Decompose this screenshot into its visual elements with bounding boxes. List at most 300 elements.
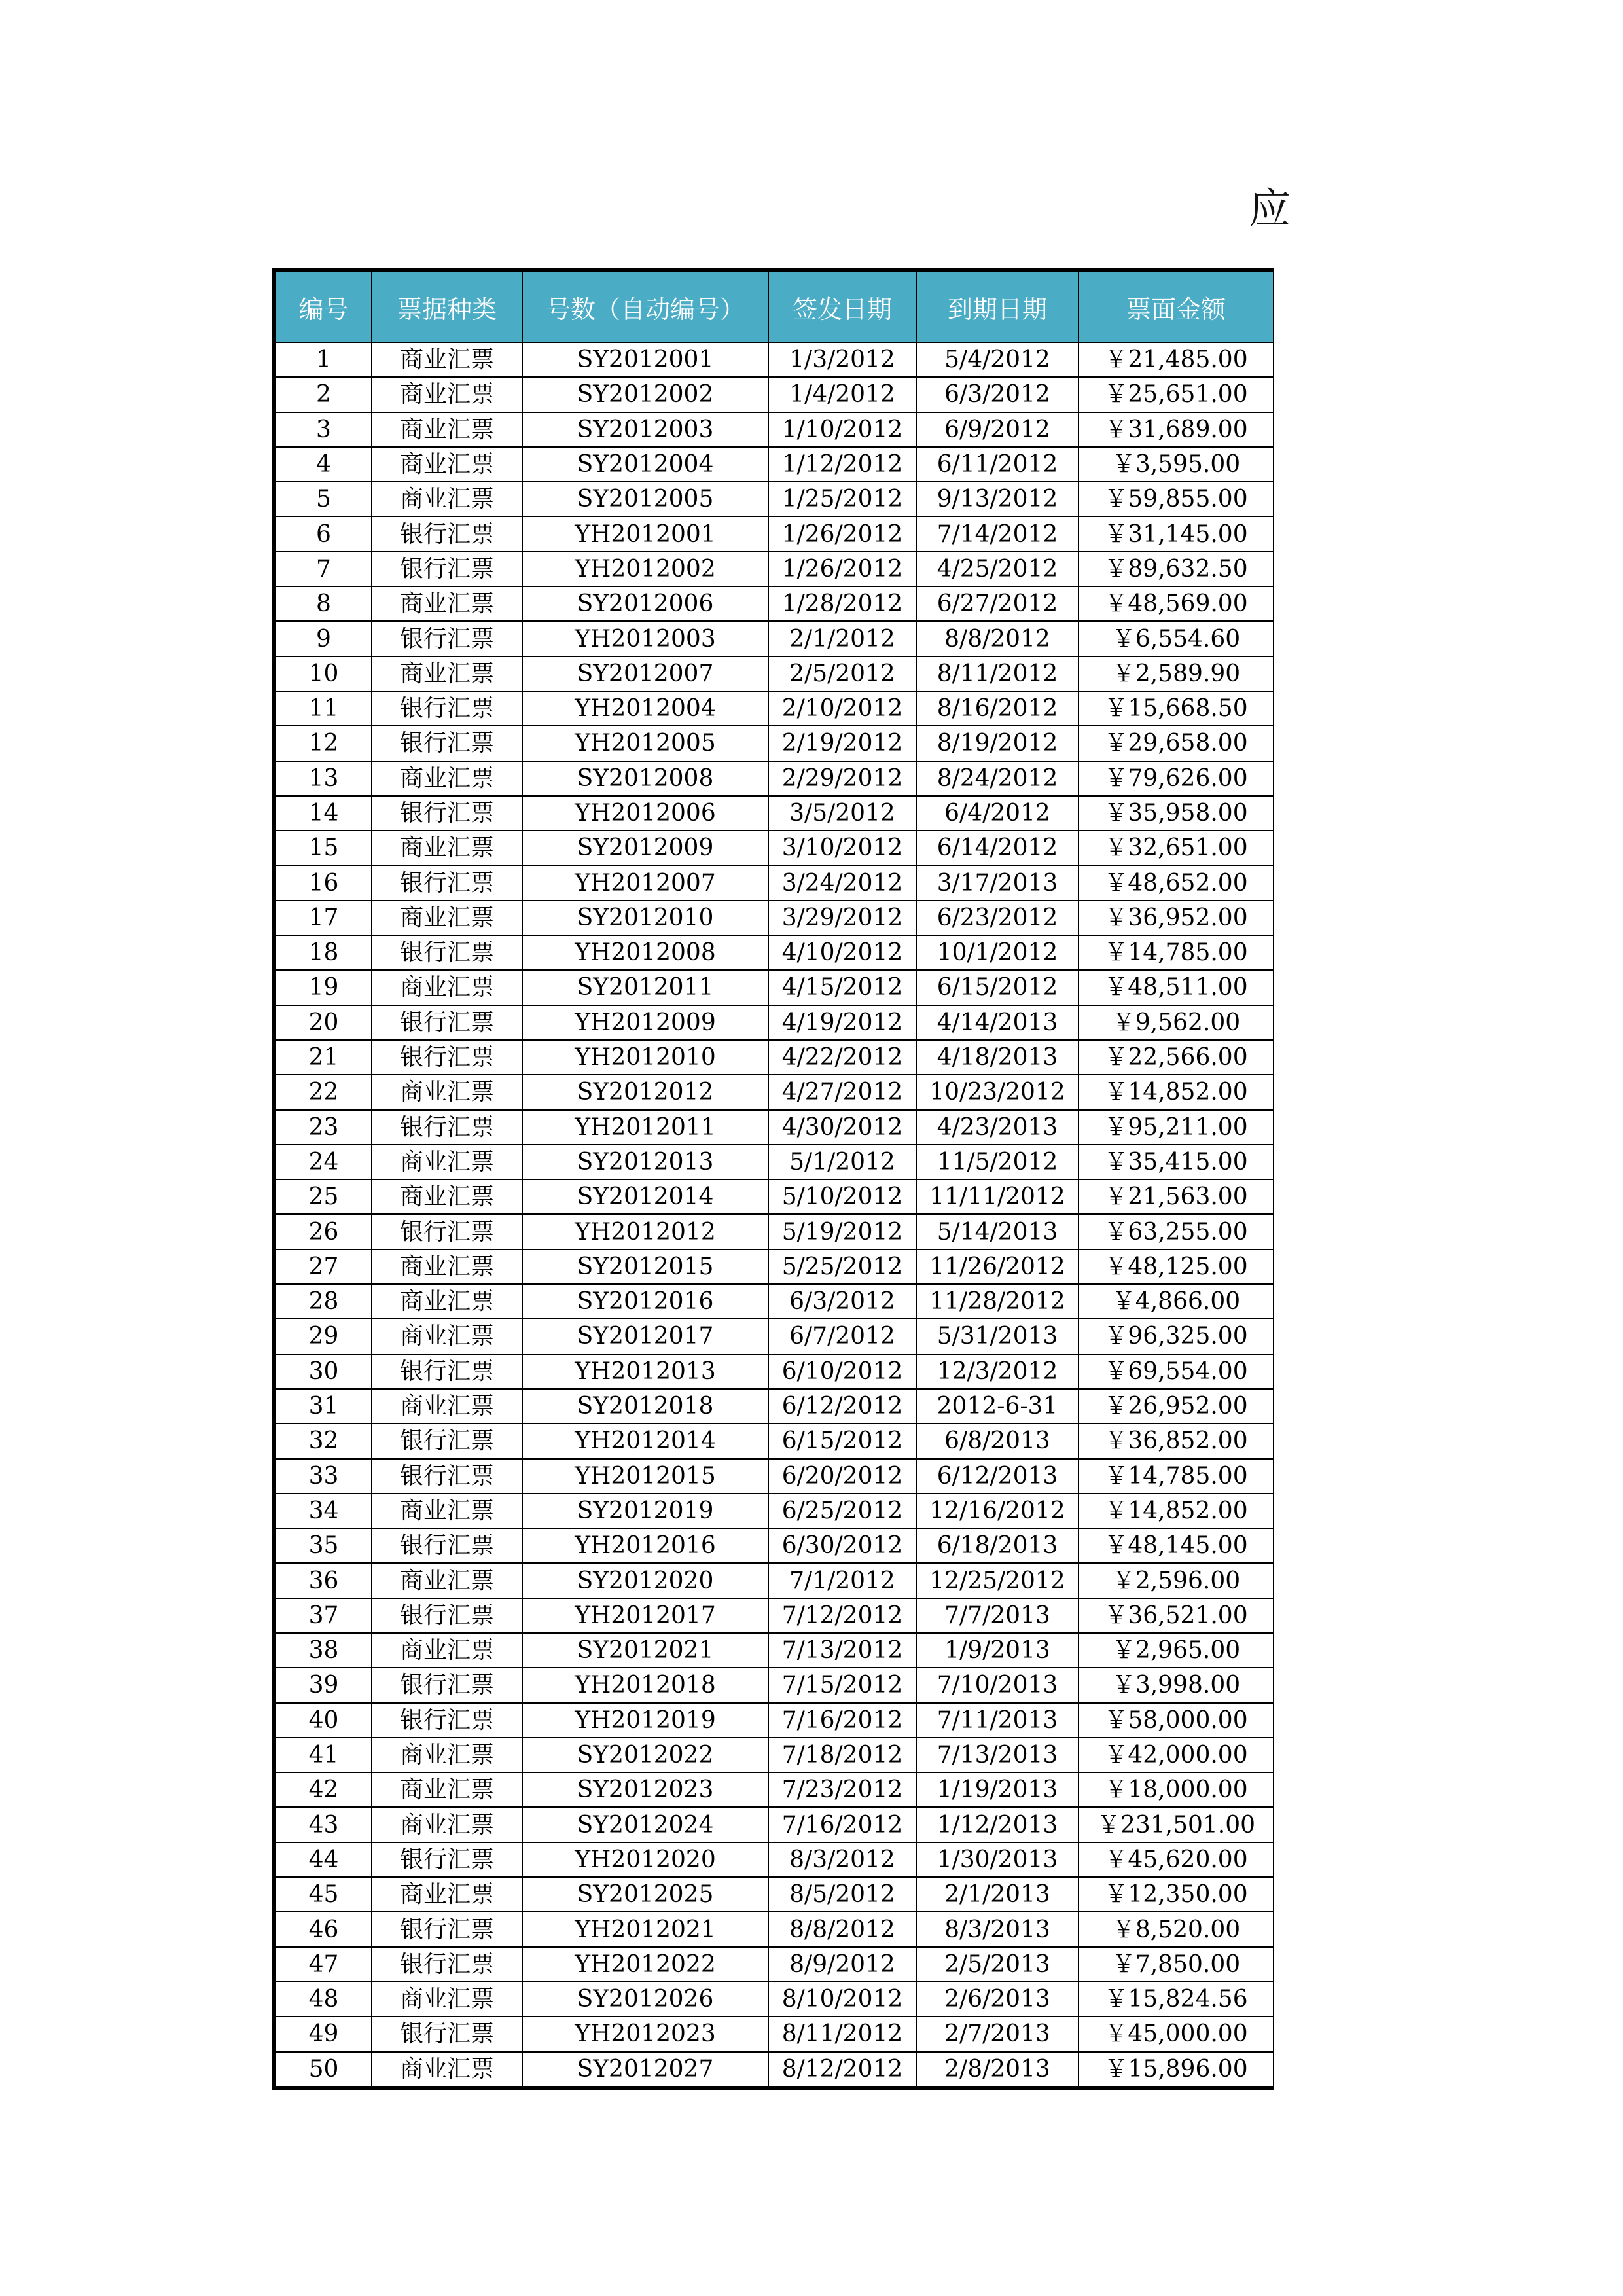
- cell-bill-number: SY2012006: [522, 586, 768, 621]
- table-row: [274, 1284, 1274, 1319]
- cell-id: 42: [274, 1772, 372, 1807]
- cell-id: 44: [274, 1842, 372, 1877]
- cell-bill-type: 银行汇票: [372, 2017, 522, 2051]
- cell-bill-type: 银行汇票: [372, 1598, 522, 1633]
- table-row: [274, 1668, 1274, 1702]
- cell-issue-date: 7/12/2012: [768, 1598, 916, 1633]
- cell-id: 4: [274, 447, 372, 482]
- cell-face-amount: ￥9,562.00: [1079, 1005, 1274, 1040]
- cell-issue-date: 2/1/2012: [768, 621, 916, 656]
- cell-issue-date: 7/18/2012: [768, 1738, 916, 1772]
- cell-issue-date: 8/8/2012: [768, 1912, 916, 1946]
- cell-bill-number: SY2012022: [522, 1738, 768, 1772]
- cell-id: 10: [274, 656, 372, 691]
- cell-bill-type: 商业汇票: [372, 901, 522, 935]
- cell-face-amount: ￥32,651.00: [1079, 831, 1274, 865]
- cell-bill-number: SY2012018: [522, 1389, 768, 1424]
- cell-issue-date: 8/11/2012: [768, 2017, 916, 2051]
- cell-issue-date: 8/5/2012: [768, 1877, 916, 1912]
- cell-face-amount: ￥21,563.00: [1079, 1179, 1274, 1214]
- cell-bill-number: SY2012019: [522, 1494, 768, 1528]
- cell-face-amount: ￥22,566.00: [1079, 1040, 1274, 1075]
- cell-bill-number: SY2012024: [522, 1807, 768, 1842]
- cell-bill-type: 商业汇票: [372, 1807, 522, 1842]
- table-row: [274, 1563, 1274, 1598]
- table-row: [274, 342, 1274, 377]
- cell-face-amount: ￥21,485.00: [1079, 342, 1274, 377]
- cell-bill-number: SY2012021: [522, 1633, 768, 1668]
- cell-due-date: 5/4/2012: [916, 342, 1079, 377]
- table-row: [274, 1040, 1274, 1075]
- cell-id: 17: [274, 901, 372, 935]
- cell-face-amount: ￥14,852.00: [1079, 1075, 1274, 1109]
- table-row: [274, 1110, 1274, 1145]
- table-row: [274, 1598, 1274, 1633]
- cell-face-amount: ￥14,785.00: [1079, 935, 1274, 970]
- table-row: [274, 1494, 1274, 1528]
- table-row: [274, 516, 1274, 551]
- cell-bill-number: SY2012017: [522, 1319, 768, 1354]
- cell-issue-date: 7/13/2012: [768, 1633, 916, 1668]
- cell-issue-date: 6/15/2012: [768, 1424, 916, 1458]
- cell-due-date: 1/9/2013: [916, 1633, 1079, 1668]
- cell-due-date: 7/11/2013: [916, 1703, 1079, 1738]
- cell-bill-number: SY2012008: [522, 761, 768, 796]
- cell-face-amount: ￥4,866.00: [1079, 1284, 1274, 1319]
- table-row: [274, 1179, 1274, 1214]
- table-row: [274, 970, 1274, 1005]
- table-row: [274, 865, 1274, 900]
- cell-id: 18: [274, 935, 372, 970]
- cell-id: 49: [274, 2017, 372, 2051]
- cell-bill-type: 银行汇票: [372, 621, 522, 656]
- cell-face-amount: ￥31,145.00: [1079, 516, 1274, 551]
- cell-bill-type: 商业汇票: [372, 831, 522, 865]
- cell-due-date: 8/16/2012: [916, 691, 1079, 726]
- table-row: [274, 447, 1274, 482]
- cell-id: 26: [274, 1214, 372, 1249]
- cell-bill-number: YH2012023: [522, 2017, 768, 2051]
- cell-bill-type: 银行汇票: [372, 726, 522, 761]
- cell-bill-number: YH2012003: [522, 621, 768, 656]
- cell-bill-type: 商业汇票: [372, 412, 522, 447]
- cell-bill-number: YH2012021: [522, 1912, 768, 1946]
- cell-bill-number: YH2012002: [522, 552, 768, 586]
- cell-bill-number: SY2012027: [522, 2052, 768, 2088]
- cell-face-amount: ￥6,554.60: [1079, 621, 1274, 656]
- cell-due-date: 6/12/2013: [916, 1459, 1079, 1494]
- cell-face-amount: ￥2,965.00: [1079, 1633, 1274, 1668]
- cell-due-date: 6/9/2012: [916, 412, 1079, 447]
- cell-bill-number: YH2012011: [522, 1110, 768, 1145]
- cell-due-date: 11/5/2012: [916, 1145, 1079, 1179]
- cell-bill-number: YH2012022: [522, 1947, 768, 1982]
- cell-bill-type: 商业汇票: [372, 970, 522, 1005]
- cell-due-date: 1/12/2013: [916, 1807, 1079, 1842]
- cell-due-date: 5/31/2013: [916, 1319, 1079, 1354]
- cell-bill-number: YH2012001: [522, 516, 768, 551]
- table-row: [274, 1912, 1274, 1946]
- cell-due-date: 1/19/2013: [916, 1772, 1079, 1807]
- cell-bill-number: SY2012001: [522, 342, 768, 377]
- cell-due-date: 6/14/2012: [916, 831, 1079, 865]
- cell-issue-date: 7/15/2012: [768, 1668, 916, 1702]
- cell-bill-number: YH2012013: [522, 1354, 768, 1389]
- page-title: 应: [1249, 185, 1291, 234]
- cell-issue-date: 8/3/2012: [768, 1842, 916, 1877]
- cell-id: 22: [274, 1075, 372, 1109]
- cell-face-amount: ￥3,998.00: [1079, 1668, 1274, 1702]
- cell-bill-type: 银行汇票: [372, 552, 522, 586]
- cell-issue-date: 8/12/2012: [768, 2052, 916, 2088]
- column-header-id: 编号: [274, 270, 372, 342]
- cell-issue-date: 4/19/2012: [768, 1005, 916, 1040]
- table-row: [274, 1877, 1274, 1912]
- cell-due-date: 6/15/2012: [916, 970, 1079, 1005]
- cell-due-date: 8/3/2013: [916, 1912, 1079, 1946]
- cell-issue-date: 1/26/2012: [768, 552, 916, 586]
- cell-bill-type: 商业汇票: [372, 1563, 522, 1598]
- cell-face-amount: ￥18,000.00: [1079, 1772, 1274, 1807]
- cell-bill-number: SY2012012: [522, 1075, 768, 1109]
- table-row: [274, 1319, 1274, 1354]
- cell-bill-number: YH2012017: [522, 1598, 768, 1633]
- table-row: [274, 1389, 1274, 1424]
- cell-issue-date: 1/4/2012: [768, 377, 916, 412]
- cell-id: 29: [274, 1319, 372, 1354]
- cell-id: 21: [274, 1040, 372, 1075]
- cell-bill-number: SY2012007: [522, 656, 768, 691]
- cell-issue-date: 5/1/2012: [768, 1145, 916, 1179]
- cell-id: 47: [274, 1947, 372, 1982]
- cell-id: 46: [274, 1912, 372, 1946]
- cell-bill-number: YH2012007: [522, 865, 768, 900]
- cell-id: 11: [274, 691, 372, 726]
- cell-due-date: 7/10/2013: [916, 1668, 1079, 1702]
- cell-due-date: 12/25/2012: [916, 1563, 1079, 1598]
- cell-bill-number: YH2012019: [522, 1703, 768, 1738]
- table-row: [274, 761, 1274, 796]
- cell-face-amount: ￥59,855.00: [1079, 482, 1274, 516]
- cell-face-amount: ￥15,824.56: [1079, 1982, 1274, 2017]
- column-header-issue-date: 签发日期: [768, 270, 916, 342]
- column-header-due-date: 到期日期: [916, 270, 1079, 342]
- cell-due-date: 2/8/2013: [916, 2052, 1079, 2088]
- cell-id: 6: [274, 516, 372, 551]
- cell-bill-type: 银行汇票: [372, 1947, 522, 1982]
- cell-id: 23: [274, 1110, 372, 1145]
- cell-id: 43: [274, 1807, 372, 1842]
- cell-id: 14: [274, 796, 372, 831]
- cell-id: 32: [274, 1424, 372, 1458]
- cell-id: 31: [274, 1389, 372, 1424]
- table-row: [274, 377, 1274, 412]
- table-row: [274, 412, 1274, 447]
- cell-id: 28: [274, 1284, 372, 1319]
- table-row: [274, 586, 1274, 621]
- cell-bill-type: 商业汇票: [372, 1494, 522, 1528]
- cell-id: 13: [274, 761, 372, 796]
- cell-bill-type: 商业汇票: [372, 586, 522, 621]
- cell-due-date: 8/11/2012: [916, 656, 1079, 691]
- cell-face-amount: ￥2,589.90: [1079, 656, 1274, 691]
- cell-bill-type: 商业汇票: [372, 1389, 522, 1424]
- cell-face-amount: ￥79,626.00: [1079, 761, 1274, 796]
- cell-due-date: 6/11/2012: [916, 447, 1079, 482]
- cell-id: 16: [274, 865, 372, 900]
- cell-face-amount: ￥26,952.00: [1079, 1389, 1274, 1424]
- cell-bill-type: 商业汇票: [372, 1249, 522, 1284]
- cell-bill-type: 银行汇票: [372, 1354, 522, 1389]
- cell-bill-type: 银行汇票: [372, 1842, 522, 1877]
- cell-due-date: 6/4/2012: [916, 796, 1079, 831]
- cell-bill-type: 商业汇票: [372, 1179, 522, 1214]
- table-row: [274, 1459, 1274, 1494]
- cell-face-amount: ￥48,125.00: [1079, 1249, 1274, 1284]
- cell-issue-date: 6/7/2012: [768, 1319, 916, 1354]
- cell-id: 33: [274, 1459, 372, 1494]
- cell-bill-type: 商业汇票: [372, 1877, 522, 1912]
- table-row: [274, 2052, 1274, 2088]
- cell-bill-number: YH2012004: [522, 691, 768, 726]
- cell-due-date: 6/18/2013: [916, 1528, 1079, 1563]
- cell-face-amount: ￥7,850.00: [1079, 1947, 1274, 1982]
- table-row: [274, 2017, 1274, 2051]
- cell-due-date: 11/28/2012: [916, 1284, 1079, 1319]
- cell-face-amount: ￥25,651.00: [1079, 377, 1274, 412]
- cell-face-amount: ￥231,501.00: [1079, 1807, 1274, 1842]
- cell-face-amount: ￥58,000.00: [1079, 1703, 1274, 1738]
- cell-bill-type: 商业汇票: [372, 1738, 522, 1772]
- cell-bill-number: YH2012012: [522, 1214, 768, 1249]
- cell-face-amount: ￥95,211.00: [1079, 1110, 1274, 1145]
- cell-bill-type: 银行汇票: [372, 1110, 522, 1145]
- cell-face-amount: ￥35,958.00: [1079, 796, 1274, 831]
- table-row: [274, 621, 1274, 656]
- cell-id: 27: [274, 1249, 372, 1284]
- cell-bill-type: 银行汇票: [372, 1459, 522, 1494]
- cell-id: 45: [274, 1877, 372, 1912]
- table-row: [274, 1982, 1274, 2017]
- cell-bill-type: 商业汇票: [372, 1145, 522, 1179]
- cell-due-date: 7/14/2012: [916, 516, 1079, 551]
- cell-due-date: 2/5/2013: [916, 1947, 1079, 1982]
- cell-bill-number: YH2012020: [522, 1842, 768, 1877]
- table-row: [274, 656, 1274, 691]
- cell-face-amount: ￥89,632.50: [1079, 552, 1274, 586]
- column-header-bill-number: 号数（自动编号）: [522, 270, 768, 342]
- cell-issue-date: 6/3/2012: [768, 1284, 916, 1319]
- cell-issue-date: 3/10/2012: [768, 831, 916, 865]
- cell-bill-number: SY2012023: [522, 1772, 768, 1807]
- cell-issue-date: 4/27/2012: [768, 1075, 916, 1109]
- cell-bill-type: 银行汇票: [372, 1528, 522, 1563]
- cell-face-amount: ￥48,145.00: [1079, 1528, 1274, 1563]
- cell-bill-number: YH2012008: [522, 935, 768, 970]
- cell-bill-number: SY2012002: [522, 377, 768, 412]
- cell-id: 9: [274, 621, 372, 656]
- cell-id: 24: [274, 1145, 372, 1179]
- cell-face-amount: ￥48,652.00: [1079, 865, 1274, 900]
- cell-due-date: 8/8/2012: [916, 621, 1079, 656]
- cell-issue-date: 3/5/2012: [768, 796, 916, 831]
- cell-bill-type: 商业汇票: [372, 656, 522, 691]
- table-row: [274, 552, 1274, 586]
- cell-issue-date: 6/30/2012: [768, 1528, 916, 1563]
- cell-face-amount: ￥42,000.00: [1079, 1738, 1274, 1772]
- cell-face-amount: ￥8,520.00: [1079, 1912, 1274, 1946]
- cell-face-amount: ￥15,668.50: [1079, 691, 1274, 726]
- column-header-bill-type: 票据种类: [372, 270, 522, 342]
- cell-bill-type: 商业汇票: [372, 1284, 522, 1319]
- cell-issue-date: 1/25/2012: [768, 482, 916, 516]
- cell-id: 25: [274, 1179, 372, 1214]
- cell-bill-number: SY2012011: [522, 970, 768, 1005]
- cell-issue-date: 7/16/2012: [768, 1703, 916, 1738]
- cell-due-date: 7/13/2013: [916, 1738, 1079, 1772]
- cell-bill-type: 商业汇票: [372, 1772, 522, 1807]
- table-row: [274, 1947, 1274, 1982]
- cell-issue-date: 6/10/2012: [768, 1354, 916, 1389]
- cell-issue-date: 2/5/2012: [768, 656, 916, 691]
- cell-due-date: 4/18/2013: [916, 1040, 1079, 1075]
- cell-id: 12: [274, 726, 372, 761]
- cell-bill-number: SY2012016: [522, 1284, 768, 1319]
- cell-issue-date: 8/10/2012: [768, 1982, 916, 2017]
- cell-issue-date: 5/25/2012: [768, 1249, 916, 1284]
- cell-due-date: 2/7/2013: [916, 2017, 1079, 2051]
- cell-bill-type: 银行汇票: [372, 691, 522, 726]
- cell-bill-type: 商业汇票: [372, 2052, 522, 2088]
- cell-due-date: 9/13/2012: [916, 482, 1079, 516]
- cell-issue-date: 4/10/2012: [768, 935, 916, 970]
- cell-bill-number: SY2012005: [522, 482, 768, 516]
- cell-due-date: 3/17/2013: [916, 865, 1079, 900]
- table-row: [274, 1528, 1274, 1563]
- cell-due-date: 7/7/2013: [916, 1598, 1079, 1633]
- table-row: [274, 1842, 1274, 1877]
- cell-due-date: 11/26/2012: [916, 1249, 1079, 1284]
- cell-issue-date: 1/26/2012: [768, 516, 916, 551]
- table-row: [274, 1703, 1274, 1738]
- cell-due-date: 6/3/2012: [916, 377, 1079, 412]
- cell-id: 50: [274, 2052, 372, 2088]
- cell-face-amount: ￥12,350.00: [1079, 1877, 1274, 1912]
- table-header-row: [274, 270, 1274, 342]
- table-row: [274, 1354, 1274, 1389]
- cell-issue-date: 4/30/2012: [768, 1110, 916, 1145]
- cell-id: 37: [274, 1598, 372, 1633]
- cell-id: 19: [274, 970, 372, 1005]
- cell-id: 40: [274, 1703, 372, 1738]
- table-row: [274, 1249, 1274, 1284]
- cell-bill-number: SY2012015: [522, 1249, 768, 1284]
- cell-face-amount: ￥29,658.00: [1079, 726, 1274, 761]
- cell-bill-type: 银行汇票: [372, 1040, 522, 1075]
- cell-due-date: 1/30/2013: [916, 1842, 1079, 1877]
- cell-bill-type: 商业汇票: [372, 1319, 522, 1354]
- table-row: [274, 935, 1274, 970]
- cell-due-date: 5/14/2013: [916, 1214, 1079, 1249]
- cell-issue-date: 6/25/2012: [768, 1494, 916, 1528]
- cell-issue-date: 3/29/2012: [768, 901, 916, 935]
- table-row: [274, 691, 1274, 726]
- cell-bill-type: 商业汇票: [372, 1982, 522, 2017]
- cell-face-amount: ￥31,689.00: [1079, 412, 1274, 447]
- cell-bill-type: 商业汇票: [372, 1075, 522, 1109]
- table-row: [274, 831, 1274, 865]
- cell-face-amount: ￥63,255.00: [1079, 1214, 1274, 1249]
- cell-due-date: 12/16/2012: [916, 1494, 1079, 1528]
- cell-issue-date: 8/9/2012: [768, 1947, 916, 1982]
- cell-issue-date: 2/19/2012: [768, 726, 916, 761]
- cell-bill-number: SY2012010: [522, 901, 768, 935]
- cell-id: 5: [274, 482, 372, 516]
- cell-face-amount: ￥45,620.00: [1079, 1842, 1274, 1877]
- cell-bill-number: SY2012004: [522, 447, 768, 482]
- cell-face-amount: ￥15,896.00: [1079, 2052, 1274, 2088]
- cell-bill-number: YH2012009: [522, 1005, 768, 1040]
- cell-id: 48: [274, 1982, 372, 2017]
- table-row: [274, 1145, 1274, 1179]
- cell-due-date: 2012-6-31: [916, 1389, 1079, 1424]
- cell-issue-date: 3/24/2012: [768, 865, 916, 900]
- cell-issue-date: 4/22/2012: [768, 1040, 916, 1075]
- cell-issue-date: 2/10/2012: [768, 691, 916, 726]
- cell-bill-type: 银行汇票: [372, 1005, 522, 1040]
- cell-id: 30: [274, 1354, 372, 1389]
- cell-due-date: 2/6/2013: [916, 1982, 1079, 2017]
- table-row: [274, 1738, 1274, 1772]
- cell-id: 15: [274, 831, 372, 865]
- table-row: [274, 1214, 1274, 1249]
- cell-due-date: 8/19/2012: [916, 726, 1079, 761]
- cell-face-amount: ￥36,852.00: [1079, 1424, 1274, 1458]
- cell-bill-number: SY2012013: [522, 1145, 768, 1179]
- table-row: [274, 1633, 1274, 1668]
- table-row: [274, 1005, 1274, 1040]
- cell-bill-number: SY2012025: [522, 1877, 768, 1912]
- cell-id: 8: [274, 586, 372, 621]
- cell-issue-date: 6/12/2012: [768, 1389, 916, 1424]
- cell-id: 38: [274, 1633, 372, 1668]
- cell-face-amount: ￥45,000.00: [1079, 2017, 1274, 2051]
- cell-bill-type: 商业汇票: [372, 377, 522, 412]
- cell-issue-date: 7/1/2012: [768, 1563, 916, 1598]
- table-row: [274, 1807, 1274, 1842]
- bill-ledger-table: [272, 268, 1274, 2090]
- cell-due-date: 6/27/2012: [916, 586, 1079, 621]
- cell-face-amount: ￥96,325.00: [1079, 1319, 1274, 1354]
- table-row: [274, 726, 1274, 761]
- cell-bill-number: YH2012010: [522, 1040, 768, 1075]
- cell-bill-number: YH2012006: [522, 796, 768, 831]
- cell-bill-type: 银行汇票: [372, 1214, 522, 1249]
- cell-bill-type: 银行汇票: [372, 516, 522, 551]
- cell-bill-number: YH2012018: [522, 1668, 768, 1702]
- cell-bill-number: SY2012020: [522, 1563, 768, 1598]
- cell-issue-date: 1/28/2012: [768, 586, 916, 621]
- cell-id: 2: [274, 377, 372, 412]
- cell-id: 41: [274, 1738, 372, 1772]
- cell-due-date: 11/11/2012: [916, 1179, 1079, 1214]
- table-row: [274, 796, 1274, 831]
- cell-bill-type: 银行汇票: [372, 935, 522, 970]
- cell-issue-date: 4/15/2012: [768, 970, 916, 1005]
- cell-id: 35: [274, 1528, 372, 1563]
- cell-bill-type: 银行汇票: [372, 1424, 522, 1458]
- cell-id: 39: [274, 1668, 372, 1702]
